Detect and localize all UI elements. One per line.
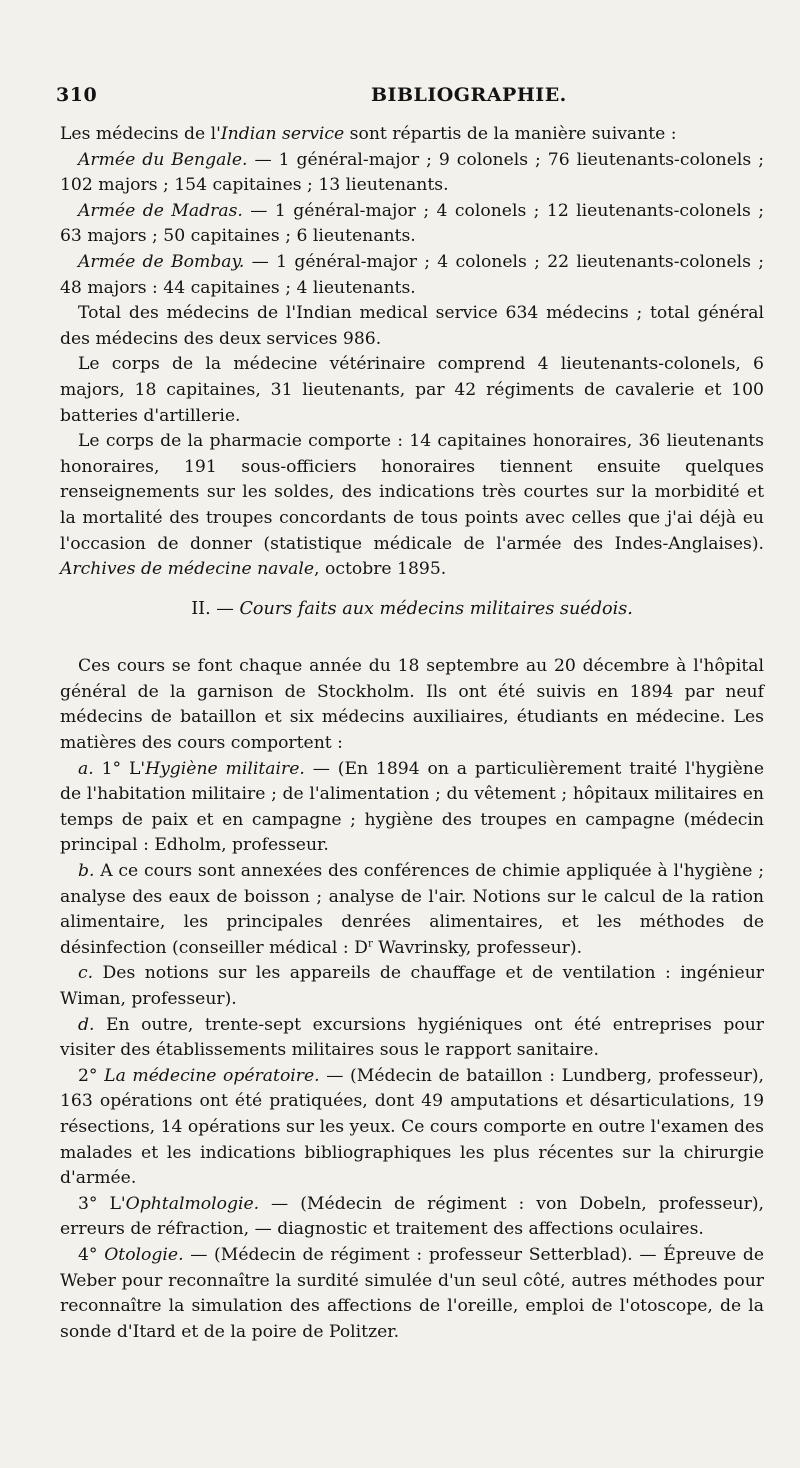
source-journal: Archives de médecine navale [60,559,315,580]
hygiene-title: Hygiène militaire. [145,758,305,779]
paragraph-c: c. Des notions sur les appareils de chauffage et de ventilation : ingénieur Wiman, professeur). [60,963,764,1009]
paragraph-d: d. En outre, trente-sept excursions hygiéniques ont été entreprises pour visiter des établissements militaires sous le rapport sanitaire. [60,1014,764,1061]
section-title: Cours faits aux médecins militaires suédois. [239,598,633,619]
paragraph-medecine-operatoire: 2° La médecine opératoire. — (Médecin de bataillon : Lundberg, professeur), 163 opérations ont été pratiquées, dont 49 amputations et désarticulations, 19 résections, 14 opérations sur les yeux. Ce cours comporte en outre l'examen des malades et les indications bibliographiques les plus récentes sur la chirurgie d'armée. [60,1065,765,1189]
paragraph-ophtalmologie: 3° L'Ophtalmologie. — (Médecin de régiment : von Dobeln, professeur), erreurs de réfraction, — diagnostic et traitement des affections oculaires. [60,1193,764,1240]
paragraph-b: b. A ce cours sont annexées des conférences de chimie appliquée à l'hygiène ; analyse des eaux de boisson ; analyse de l'air. Notions sur le calcul de la ration alimentaire, les principales denrées alimentaires, et les méthodes de désinfection (conseiller médical : $D^r$ Wavrinsky, professeur). [60,861,764,958]
paragraph-pharmacie: Le corps de la pharmacie comporte : 14 capitaines honoraires, 36 lieutenants honoraires, 191 sous-officiers honoraires tiennent ensuite quelques renseignements sur les soldes, des indications très courtes sur la morbidité et la mortalité des troupes concordants de tous points avec celles que j'ai déjà eu l'occasion de donner (statistique médicale de l'armée des Indes-Anglaises). Archives de médecine navale, octobre 1895. [60,431,764,580]
ophtalmologie-title: Ophtalmologie. [125,1193,260,1214]
madras-label: Armée de Madras. [78,200,243,221]
paragraph-veterinaire: Le corps de la médecine vétérinaire comprend 4 lieutenants-colonels, 6 majors, 18 capitaines, 31 lieutenants, par 42 régiments de cavalerie et 100 batteries d'artillerie. [60,354,764,426]
paragraph-bombay: Armée de Bombay. — 1 général-major ; 4 colonels ; 22 lieutenants-colonels ; 48 majors : 44 capitaines ; 4 lieutenants. [60,251,764,298]
paragraph-cours-intro: Ces cours se font chaque année du 18 septembre au 20 décembre à l'hôpital général de la garnison de Stockholm. Ils ont été suivis en 1894 par neuf médecins de bataillon et six médecins auxiliaires, étudiants en médecine. Les matières des cours comportent : [60,656,764,754]
bengal-label: Armée du Bengale. [78,149,248,170]
paragraph-a: a. 1° L'Hygiène militaire. — (En 1894 on a particulièrement traité l'hygiène de l'habitation militaire ; de l'alimentation ; du vêtement ; hôpitaux militaires en temps de paix et en campagne ; hygiène des troupes en campagne (médecin principal : Edholm, professeur. [60,758,764,856]
page-header [56,84,740,110]
paragraph-total: Total des médecins de l'Indian medical service 634 médecins ; total général des médecins des deux services 986. [60,303,764,349]
paragraph-otologie: 4° Otologie. — (Médecin de régiment : professeur Setterblad). — Épreuve de Weber pour reconnaître la surdité simulée d'un seul côté, autres méthodes pour reconnaître la simulation des affections de l'oreille, emploi de l'otoscope, de la sonde d'Itard et de la poire de Politzer. [60,1244,764,1342]
paragraph-bengal: Armée du Bengale. — 1 général-major ; 9 colonels ; 76 lieutenants-colonels ; 102 majors ; 154 capitaines ; 13 lieutenants. [60,149,764,196]
medecine-operatoire-title: La médecine opératoire. [104,1065,320,1086]
paragraph-madras: Armée de Madras. — 1 général-major ; 4 colonels ; 12 lieutenants-colonels ; 63 majors ; 50 capitaines ; 6 lieutenants. [60,200,765,247]
running-title: BIBLIOGRAPHIE. [371,84,567,106]
section-heading: II. — Cours faits aux médecins militaires suédois. [191,598,633,619]
page-body [60,122,764,1345]
bombay-label: Armée de Bombay. [78,251,245,272]
otologie-title: Otologie. [104,1244,184,1265]
page-number: 310 [56,84,98,106]
paragraph-intro: Les médecins de l'Indian service sont répartis de la manière suivante : [60,124,677,144]
